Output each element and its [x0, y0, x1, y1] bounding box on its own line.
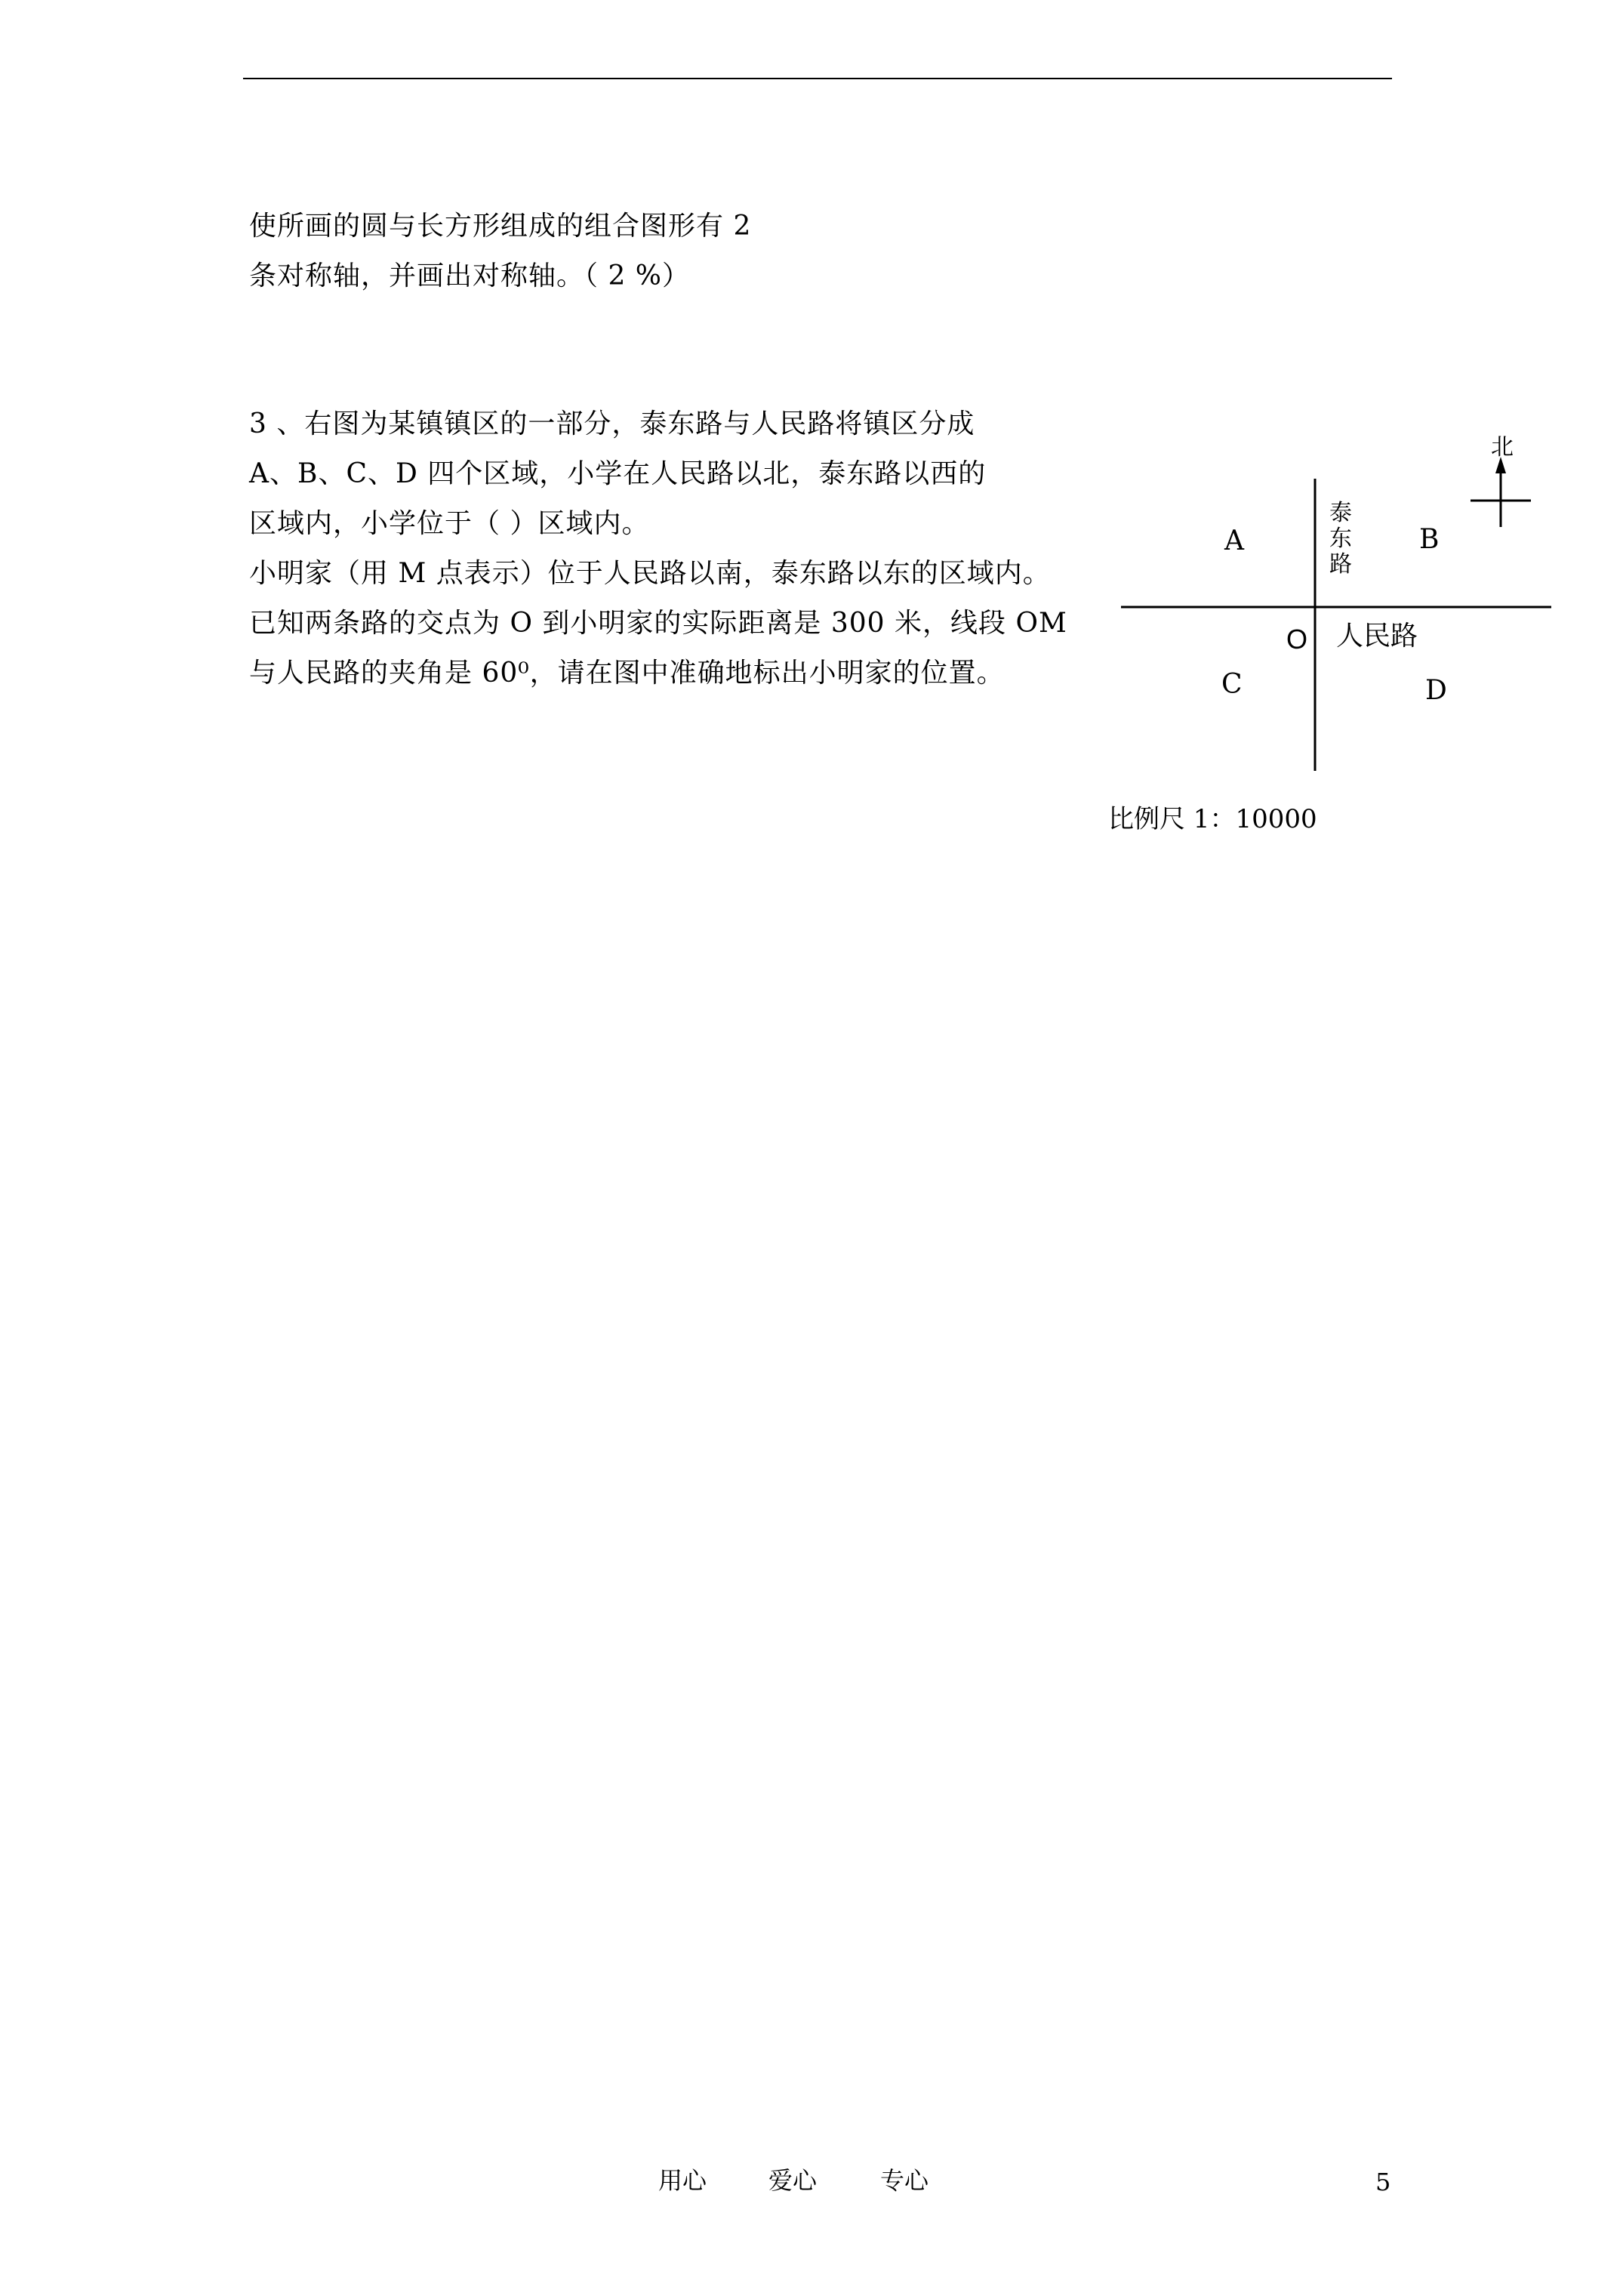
origin-o-label: O	[1286, 624, 1308, 655]
section2-line2: 条对称轴，并画出对称轴。（ 2 %）	[249, 260, 690, 291]
footer-word-2: 爱心	[768, 2166, 818, 2195]
page-number: 5	[1375, 2168, 1391, 2196]
question3-line1: 3 、右图为某镇镇区的一部分，泰东路与人民路将镇区分成	[249, 408, 975, 439]
region-d-label: D	[1425, 675, 1447, 706]
renmin-road-label: 人民路	[1336, 621, 1418, 652]
question3-line6: 与人民路的夹角是 60⁰，请在图中准确地标出小明家的位置。	[249, 658, 1005, 689]
section2-line1: 使所画的圆与长方形组成的组合图形有 2	[249, 211, 752, 242]
region-b-label: B	[1419, 524, 1440, 555]
question3-line5: 已知两条路的交点为 O 到小明家的实际距离是 300 米，线段 OM	[249, 608, 1067, 639]
north-label: 北	[1491, 434, 1514, 461]
region-a-label: A	[1224, 525, 1244, 556]
town-map	[1110, 434, 1563, 872]
question3-line4: 小明家（用 M 点表示）位于人民路以南，泰东路以东的区域内。	[249, 558, 1051, 589]
map-scale: 比例尺 1：10000	[1108, 804, 1317, 834]
footer-word-3: 专心	[880, 2166, 929, 2195]
taidong-road-label: 泰东路	[1329, 500, 1352, 578]
region-c-label: C	[1221, 669, 1243, 700]
header-rule	[243, 78, 1392, 79]
question3-line3: 区域内，小学位于（ ）区域内。	[249, 508, 650, 539]
question3-line2: A、B、C、D 四个区域，小学在人民路以北，泰东路以西的	[249, 458, 987, 489]
footer-word-1: 用心	[658, 2166, 707, 2195]
